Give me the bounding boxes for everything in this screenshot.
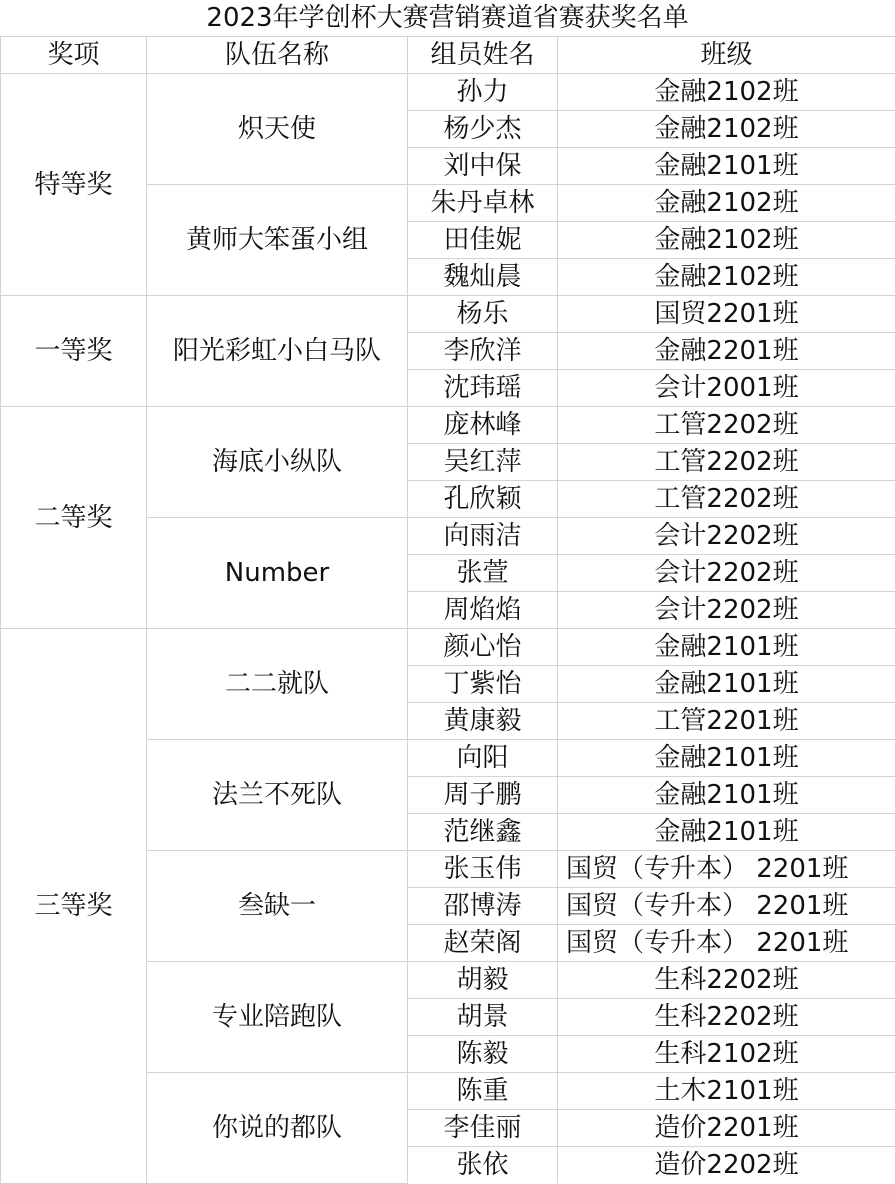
- table-row: [1, 74, 895, 111]
- class-cell: 金融2101班: [558, 666, 895, 703]
- table-row: [1, 296, 895, 333]
- table-row: [1, 407, 895, 444]
- member-name-cell: 朱丹卓林: [408, 185, 558, 222]
- class-cell: 国贸（专升本） 2201班: [558, 851, 895, 888]
- class-cell: 生科2202班: [558, 962, 895, 999]
- team-cell: 你说的都队: [147, 1073, 408, 1184]
- class-cell: 造价2201班: [558, 1110, 895, 1147]
- team-cell: 阳光彩虹小白马队: [147, 296, 408, 407]
- member-name-cell: 胡景: [408, 999, 558, 1036]
- member-name-cell: 向雨洁: [408, 518, 558, 555]
- class-cell: 金融2101班: [558, 148, 895, 185]
- class-cell: 国贸（专升本） 2201班: [558, 888, 895, 925]
- member-name-cell: 杨乐: [408, 296, 558, 333]
- member-name-cell: 沈玮瑶: [408, 370, 558, 407]
- team-cell: 专业陪跑队: [147, 962, 408, 1073]
- team-cell: 海底小纵队: [147, 407, 408, 518]
- member-name-cell: 范继鑫: [408, 814, 558, 851]
- page-title: 2023年学创杯大赛营销赛道省赛获奖名单: [0, 0, 895, 36]
- member-name-cell: 周子鹏: [408, 777, 558, 814]
- header-team: 队伍名称: [147, 37, 408, 74]
- award-cell: 二等奖: [1, 407, 147, 629]
- member-name-cell: 孙力: [408, 74, 558, 111]
- class-cell: 工管2202班: [558, 481, 895, 518]
- member-name-cell: 张依: [408, 1147, 558, 1184]
- member-name-cell: 孔欣颖: [408, 481, 558, 518]
- member-name-cell: 刘中保: [408, 148, 558, 185]
- class-cell: 金融2101班: [558, 814, 895, 851]
- header-member: 组员姓名: [408, 37, 558, 74]
- class-cell: 金融2102班: [558, 259, 895, 296]
- class-cell: 工管2201班: [558, 703, 895, 740]
- class-cell: 工管2202班: [558, 444, 895, 481]
- member-name-cell: 黄康毅: [408, 703, 558, 740]
- class-cell: 金融2201班: [558, 333, 895, 370]
- class-cell: 工管2202班: [558, 407, 895, 444]
- member-name-cell: 邵博涛: [408, 888, 558, 925]
- class-cell: 土木2101班: [558, 1073, 895, 1110]
- class-cell: 会计2202班: [558, 518, 895, 555]
- table-row: [1, 629, 895, 666]
- member-name-cell: 丁紫怡: [408, 666, 558, 703]
- member-name-cell: 张玉伟: [408, 851, 558, 888]
- member-name-cell: 李欣洋: [408, 333, 558, 370]
- class-cell: 会计2001班: [558, 370, 895, 407]
- member-name-cell: 李佳丽: [408, 1110, 558, 1147]
- table-body: [1, 74, 895, 1184]
- award-cell: 三等奖: [1, 629, 147, 1184]
- member-name-cell: 周焰焰: [408, 592, 558, 629]
- member-name-cell: 杨少杰: [408, 111, 558, 148]
- team-cell: 黄师大笨蛋小组: [147, 185, 408, 296]
- award-table: [0, 36, 895, 1184]
- class-cell: 国贸（专升本） 2201班: [558, 925, 895, 962]
- class-cell: 国贸2201班: [558, 296, 895, 333]
- team-cell: 法兰不死队: [147, 740, 408, 851]
- member-name-cell: 陈重: [408, 1073, 558, 1110]
- team-cell: 叁缺一: [147, 851, 408, 962]
- header-class: 班级: [558, 37, 895, 74]
- team-cell: 二二就队: [147, 629, 408, 740]
- class-cell: 金融2101班: [558, 629, 895, 666]
- team-cell: Number: [147, 518, 408, 629]
- member-name-cell: 赵荣阁: [408, 925, 558, 962]
- member-name-cell: 庞林峰: [408, 407, 558, 444]
- class-cell: 金融2102班: [558, 222, 895, 259]
- header-award: 奖项: [1, 37, 147, 74]
- member-name-cell: 吴红萍: [408, 444, 558, 481]
- member-name-cell: 胡毅: [408, 962, 558, 999]
- team-cell: 炽天使: [147, 74, 408, 185]
- class-cell: 金融2101班: [558, 777, 895, 814]
- class-cell: 金融2102班: [558, 185, 895, 222]
- member-name-cell: 魏灿晨: [408, 259, 558, 296]
- class-cell: 会计2202班: [558, 592, 895, 629]
- class-cell: 造价2202班: [558, 1147, 895, 1184]
- member-name-cell: 向阳: [408, 740, 558, 777]
- member-name-cell: 陈毅: [408, 1036, 558, 1073]
- member-name-cell: 田佳妮: [408, 222, 558, 259]
- award-cell: 特等奖: [1, 74, 147, 296]
- award-cell: 一等奖: [1, 296, 147, 407]
- class-cell: 金融2102班: [558, 111, 895, 148]
- class-cell: 会计2202班: [558, 555, 895, 592]
- class-cell: 生科2102班: [558, 1036, 895, 1073]
- member-name-cell: 颜心怡: [408, 629, 558, 666]
- header-row: [1, 37, 895, 74]
- class-cell: 生科2202班: [558, 999, 895, 1036]
- member-name-cell: 张萱: [408, 555, 558, 592]
- class-cell: 金融2102班: [558, 74, 895, 111]
- class-cell: 金融2101班: [558, 740, 895, 777]
